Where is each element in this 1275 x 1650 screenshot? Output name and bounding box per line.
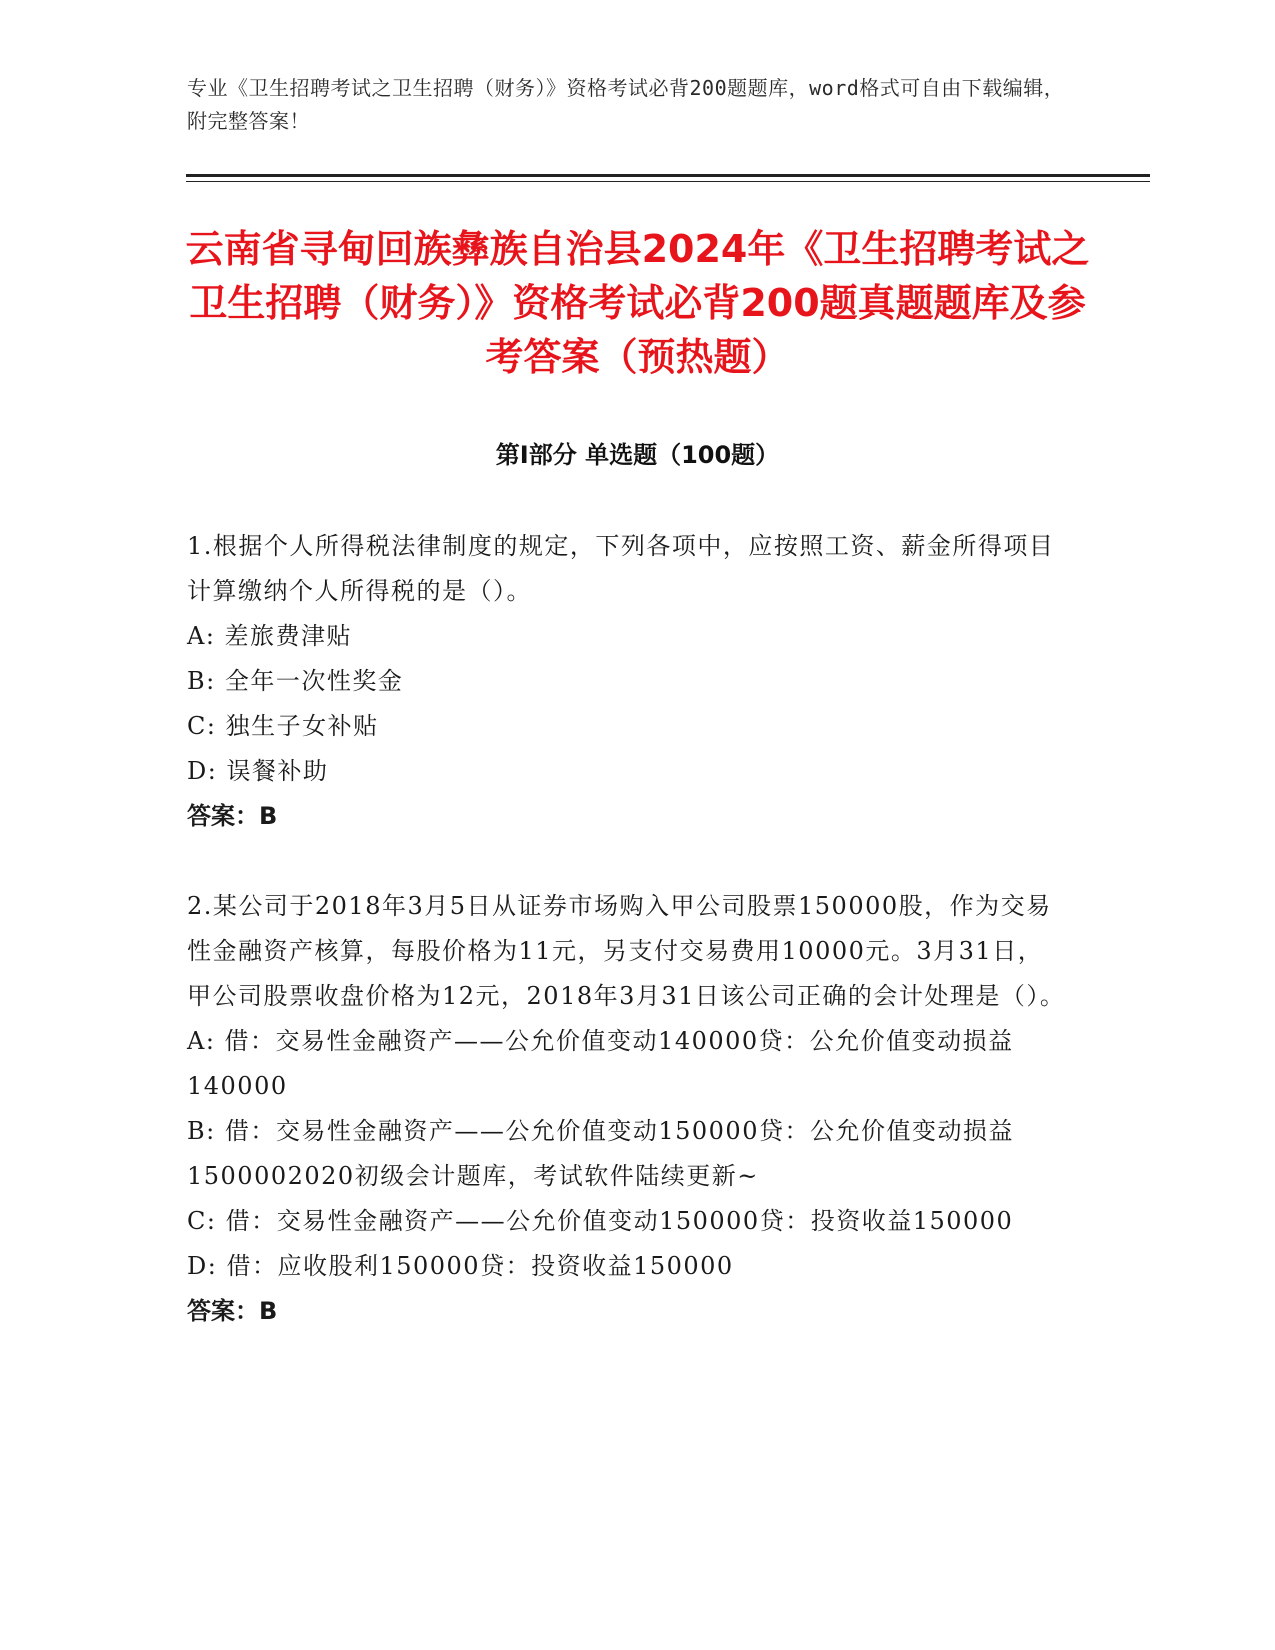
option-a: A: 借：交易性金融资产——公允价值变动140000贷：公允价值变动损益140000 xyxy=(187,1027,1014,1100)
question-list xyxy=(187,524,1067,1379)
header-note: 专业《卫生招聘考试之卫生招聘（财务）》资格考试必背200题题库，word格式可自由下载编辑，附完整答案！ xyxy=(187,76,1065,133)
section-heading: 第I部分 单选题（100题） xyxy=(495,441,780,469)
question-2 xyxy=(187,884,1067,1334)
option-c: C: 借：交易性金融资产——公允价值变动150000贷：投资收益150000 xyxy=(187,1207,1014,1235)
option-c: C: 独生子女补贴 xyxy=(187,712,379,740)
option-b: B: 全年一次性奖金 xyxy=(187,667,404,695)
question-1 xyxy=(187,524,1067,839)
option-a: A: 差旅费津贴 xyxy=(187,622,353,650)
answer-label: 答案：B xyxy=(187,1297,278,1325)
header-divider-thick xyxy=(186,174,1150,177)
question-stem: 2.某公司于2018年3月5日从证券市场购入甲公司股票150000股，作为交易性金融资产核算，每股价格为11元，另支付交易费用10000元。3月31日，甲公司股票收盘价格为12元，2018年3月31日该公司正确的会计处理是（）。 xyxy=(187,892,1066,1010)
option-d: D: 借：应收股利150000贷：投资收益150000 xyxy=(187,1252,734,1280)
question-stem: 1.根据个人所得税法律制度的规定，下列各项中，应按照工资、薪金所得项目计算缴纳个人所得税的是（）。 xyxy=(187,532,1055,605)
option-b: B: 借：交易性金融资产——公允价值变动150000贷：公允价值变动损益1500002020初级会计题库，考试软件陆续更新~ xyxy=(187,1117,1014,1190)
header-divider-thin xyxy=(186,181,1150,182)
document-title: 云南省寻甸回族彝族自治县2024年《卫生招聘考试之卫生招聘（财务）》资格考试必背200题真题题库及参考答案（预热题） xyxy=(185,227,1090,379)
answer-label: 答案：B xyxy=(187,802,278,830)
option-d: D: 误餐补助 xyxy=(187,757,329,785)
